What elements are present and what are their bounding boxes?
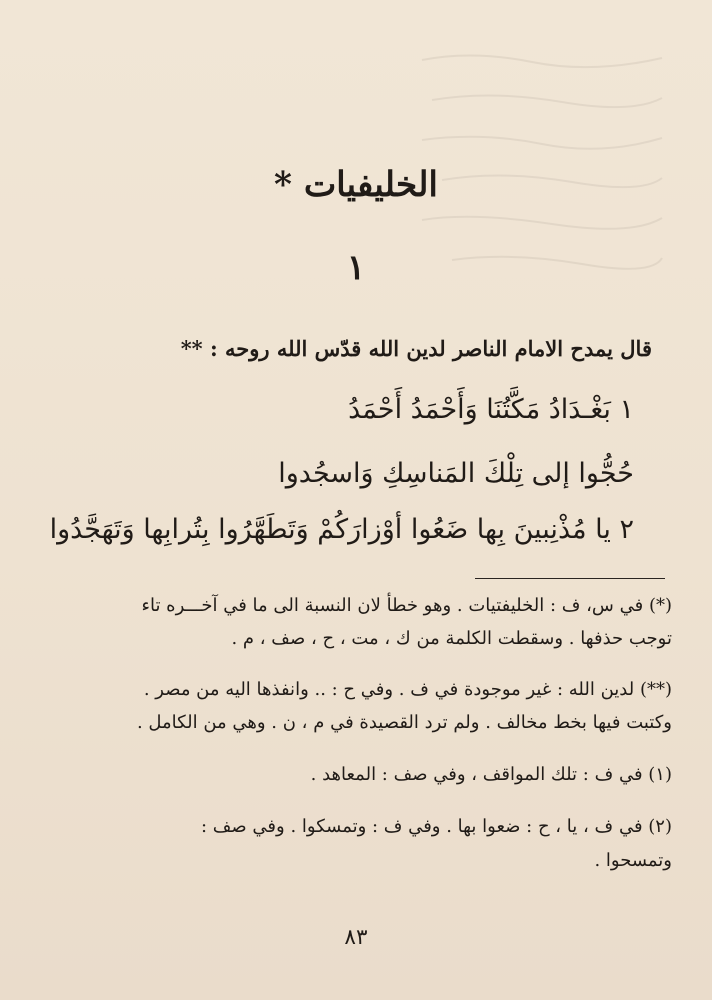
verse-2: ٢ يا مُذْنِبينَ بِها ضَعُوا أوْزارَكُمْ وَتَطَهَّرُوا بِتُرابِها وَتَهَجَّدُوا <box>49 514 634 545</box>
footnote-2-line-1: (٢) في ف ، يا ، ح : ضعوا بها . وفي ف : وتمسكوا . وفي صف : <box>201 816 672 837</box>
chapter-title: الخليفيات * <box>274 165 438 205</box>
footnote-double-star-line-2: وكتبت فيها بخط مخالف . ولم ترد القصيدة في م ، ن . وهي من الكامل . <box>136 712 672 733</box>
footnote-1: (١) في ف : تلك المواقف ، وفي صف : المعاهد . <box>310 764 672 785</box>
footnote-2-line-2: وتمسحوا . <box>594 850 672 871</box>
poem-number: ١ <box>346 248 366 288</box>
footnote-star-line-1: (*) في س، ف : الخليفتيات . وهو خطأ لان النسبة الى ما في آخـــره تاء <box>141 595 672 616</box>
footnote-separator <box>475 578 665 579</box>
footnote-double-star-line-1: (**) لدين الله : غير موجودة في ف . وفي ح : .. وانفذها اليه من مصر . <box>143 679 672 700</box>
page-number: ٨٣ <box>344 925 368 950</box>
verse-1: ١ بَغْـدَادُ مَكَّتُنَا وَأَحْمَدُ أَحْمَدُ <box>348 394 634 425</box>
verse-1-second-hemistich: حُجُّوا إلى تِلْكَ المَناسِكِ وَاسجُدوا <box>278 458 634 489</box>
footnote-star-line-2: توجب حذفها . وسقطت الكلمة من ك ، مت ، ح ، صف ، م . <box>231 628 672 649</box>
show-through-text <box>412 40 672 280</box>
poem-introduction: قال يمدح الامام الناصر لدين الله قدّس الله روحه : ** <box>180 336 652 361</box>
